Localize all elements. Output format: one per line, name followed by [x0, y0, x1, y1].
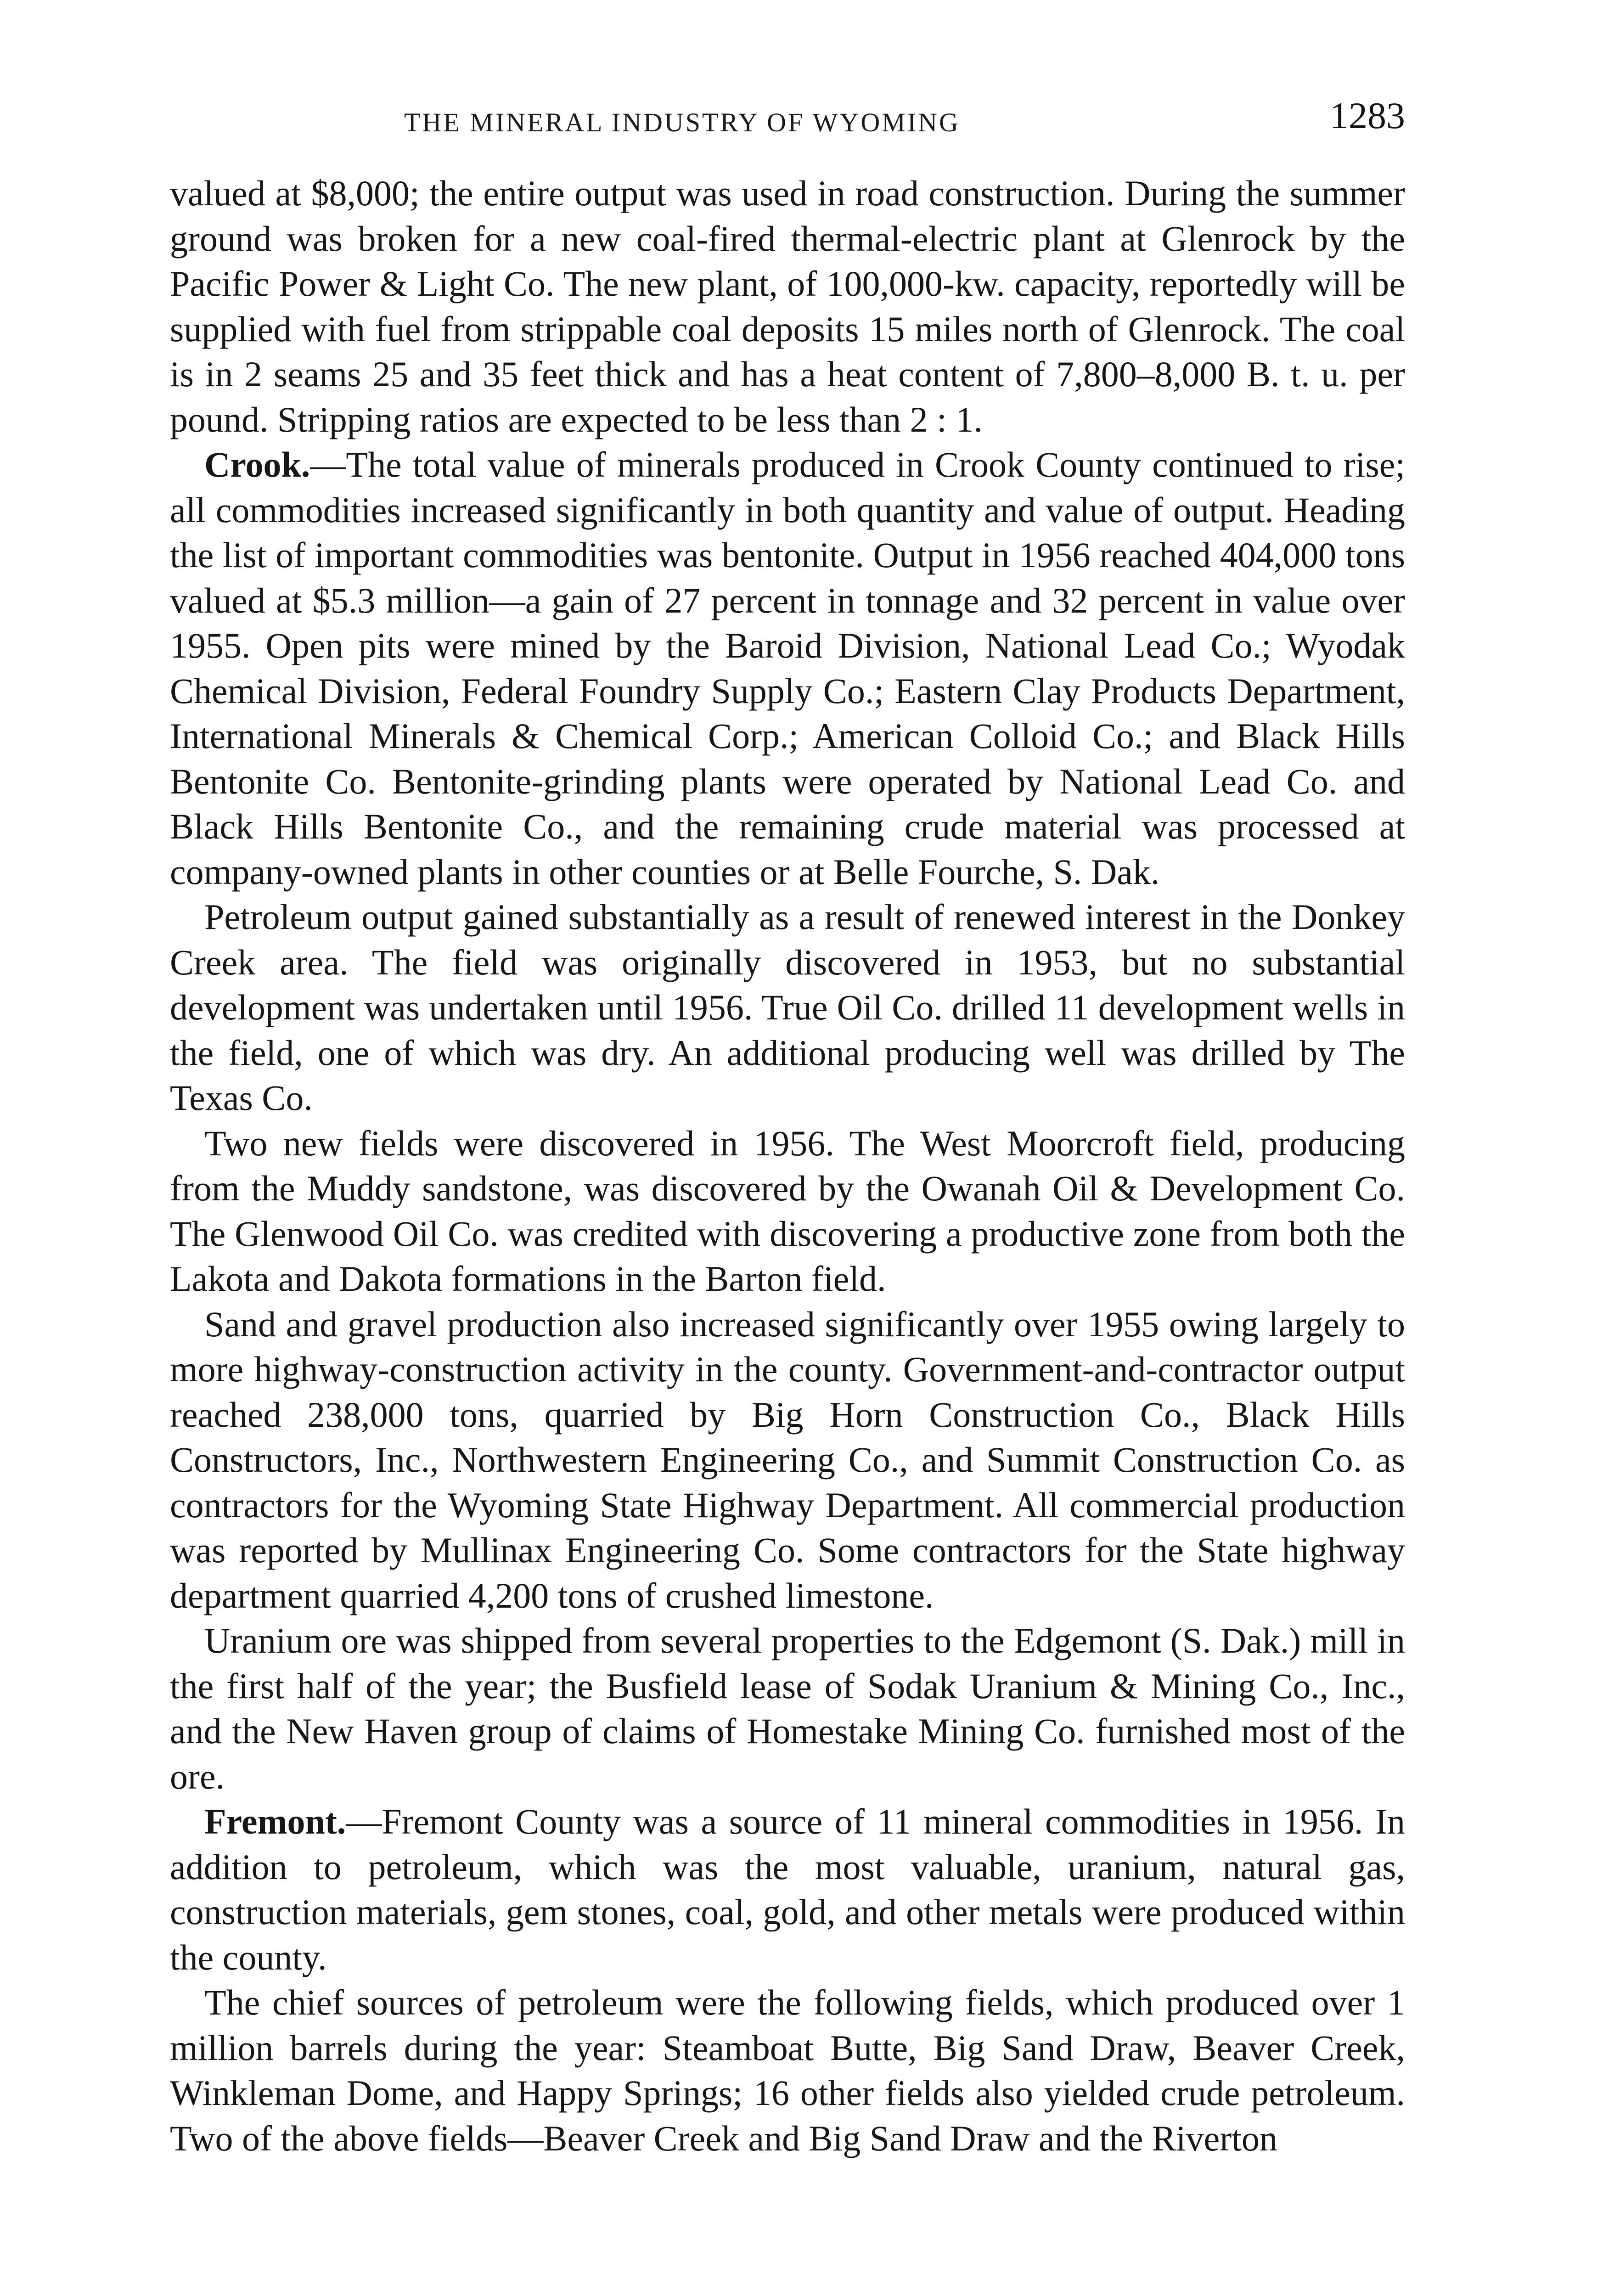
body-text	[170, 171, 1405, 2161]
paragraph-new-fields	[170, 1121, 1405, 1302]
paragraph-text: Uranium ore was shipped from several properties to the Edgemont (S. Dak.) mill in the first half of the year; the Busfield lease of Sodak Uranium & Mining Co., Inc., and the New Haven group of claims of Homestake Mining Co. furnished most of the ore.	[170, 1621, 1405, 1796]
paragraph-petroleum	[170, 895, 1405, 1121]
paragraph-text: Two new fields were discovered in 1956. The West Moorcroft field, producing from the Muddy sandstone, was discovered by the Owanah Oil & Development Co. The Glenwood Oil Co. was credited with discovering a productive zone from both the Lakota and Dakota formations in the Barton field.	[170, 1123, 1405, 1299]
paragraph-text: —The total value of minerals produced in Crook County continued to rise; all commodities increased significantly in both quantity and value of output. Heading the list of important commodities was bentonite. Output in 1956 reached 404,000 tons valued at $5.3 million—a gain of 27 percent in tonnage and 32 percent in value over 1955. Open pits were mined by the Baroid Division, National Lead Co.; Wyodak Chemical Division, Federal Foundry Supply Co.; Eastern Clay Products Department, International Minerals & Chemical Corp.; American Colloid Co.; and Black Hills Bentonite Co. Bentonite-grinding plants were operated by National Lead Co. and Black Hills Bentonite Co., and the remaining crude material was processed at company-owned plants in other counties or at Belle Fourche, S. Dak.	[170, 445, 1405, 892]
paragraph-continued	[170, 171, 1405, 442]
paragraph-text: Sand and gravel production also increased significantly over 1955 owing largely to more highway-construction activity in the county. Government-and-contractor output reached 238,000 tons, quarried by Big Horn Construction Co., Black Hills Constructors, Inc., Northwestern Engineering Co., and Summit Construction Co. as contractors for the Wyoming State Highway Department. All commercial production was reported by Mullinax Engineering Co. Some contractors for the State highway department quarried 4,200 tons of crushed limestone.	[170, 1304, 1405, 1615]
paragraph-petroleum-sources	[170, 1980, 1405, 2161]
page-header	[165, 94, 1405, 145]
page-number: 1283	[1330, 95, 1405, 136]
paragraph-crook	[170, 442, 1405, 895]
paragraph-sand-gravel	[170, 1302, 1405, 1619]
paragraph-text: —Fremont County was a source of 11 mineral commodities in 1956. In addition to petroleum, which was the most valuable, uranium, natural gas, construction materials, gem stones, coal, gold, and other metals were produced within the county.	[170, 1801, 1405, 1977]
paragraph-text: valued at $8,000; the entire output was used in road construction. During the summer ground was broken for a new coal-fired thermal-electric plant at Glenrock by the Pacific Power & Light Co. The new plant, of 100,000-kw. capacity, reportedly will be supplied with fuel from strippable coal deposits 15 miles north of Glenrock. The coal is in 2 seams 25 and 35 feet thick and has a heat content of 7,800–8,000 B. t. u. per pound. Stripping ratios are expected to be less than 2 : 1.	[170, 173, 1405, 439]
section-heading-fremont: Fremont.	[204, 1801, 346, 1841]
paragraph-text: Petroleum output gained substantially as a result of renewed interest in the Donkey Creek area. The field was originally discovered in 1953, but no substantial development was undertaken until 1956. True Oil Co. drilled 11 development wells in the field, one of which was dry. An additional producing well was drilled by The Texas Co.	[170, 897, 1405, 1118]
paragraph-text: The chief sources of petroleum were the following fields, which produced over 1 million barrels during the year: Steamboat Butte, Big Sand Draw, Beaver Creek, Winkleman Dome, and Happy Springs; 16 other fields also yielded crude petroleum. Two of the above fields—Beaver Creek and Big Sand Draw and the Riverton	[170, 1982, 1405, 2158]
section-heading-crook: Crook.	[204, 445, 310, 484]
running-title: THE MINERAL INDUSTRY OF WYOMING	[404, 107, 960, 137]
paragraph-uranium	[170, 1618, 1405, 1799]
paragraph-fremont	[170, 1799, 1405, 1980]
